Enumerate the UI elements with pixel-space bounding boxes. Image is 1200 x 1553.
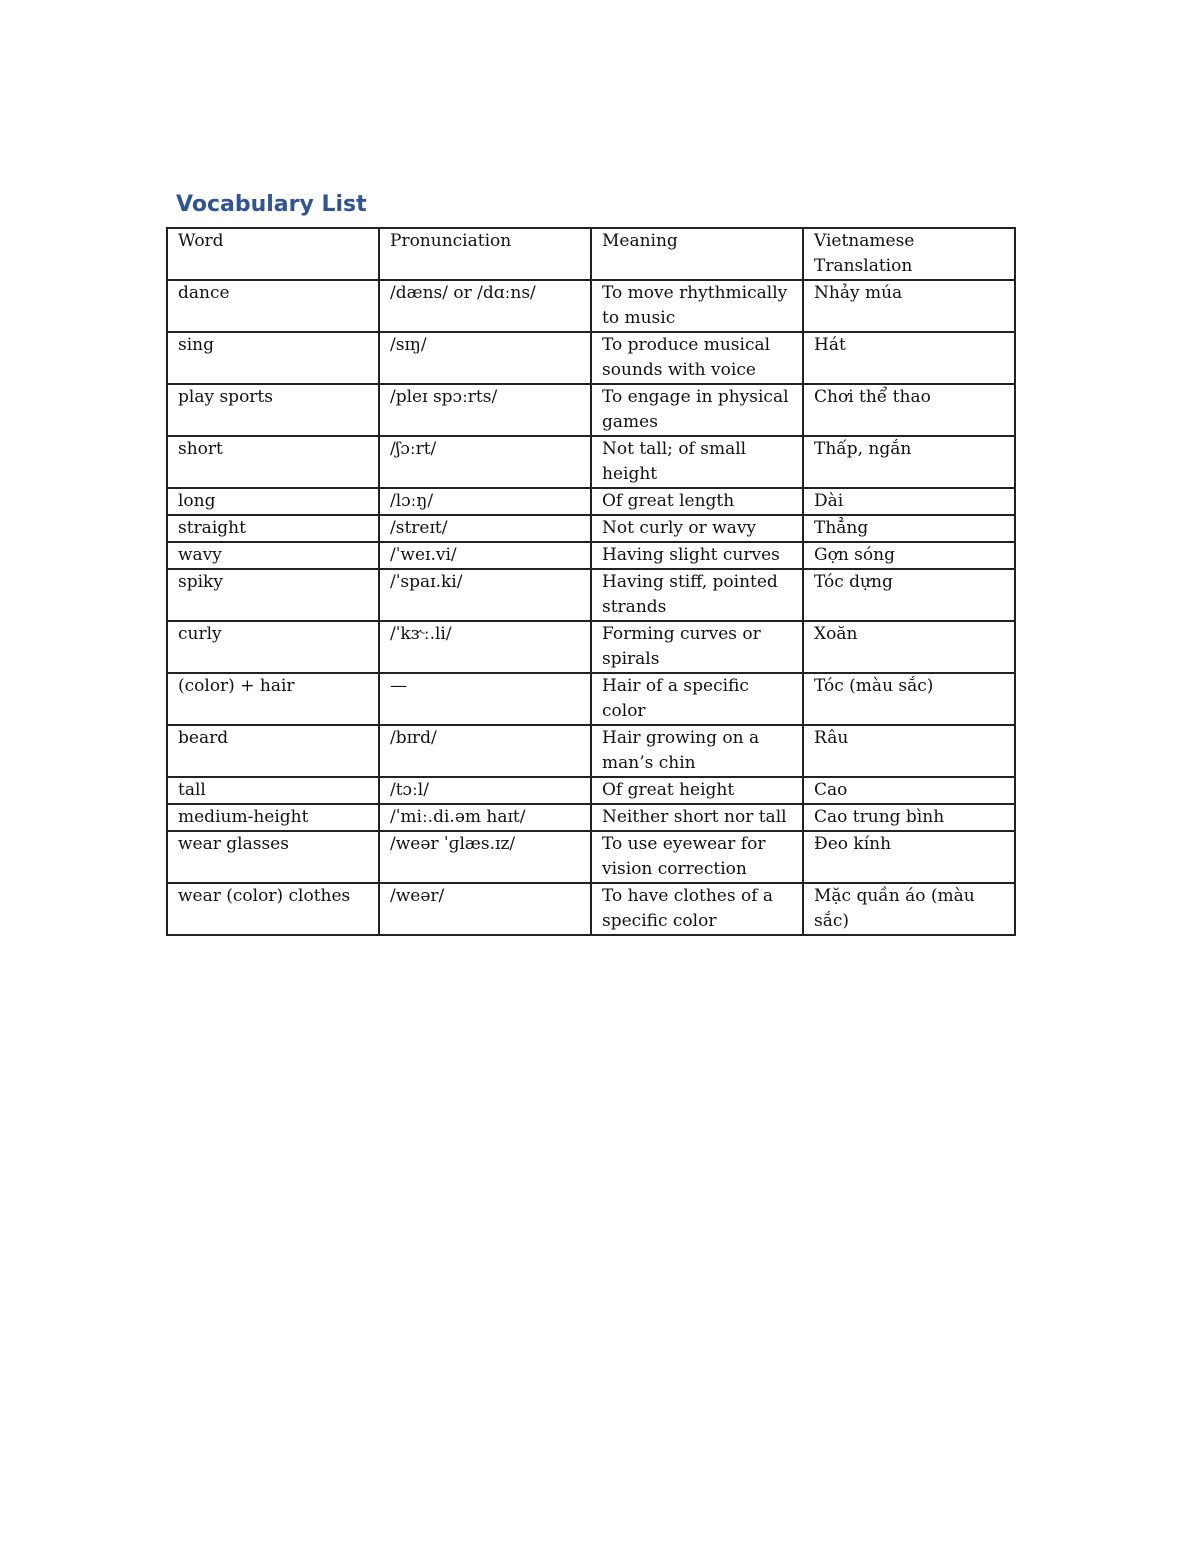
cell-word: wavy bbox=[167, 542, 379, 569]
table-row bbox=[167, 515, 1015, 542]
cell-vietnamese-translation: Thấp, ngắn bbox=[803, 436, 1015, 488]
cell-word: wear glasses bbox=[167, 831, 379, 883]
table-row bbox=[167, 621, 1015, 673]
vocabulary-table-body bbox=[167, 280, 1015, 935]
cell-pronunciation: /weər ˈɡlæs.ɪz/ bbox=[379, 831, 591, 883]
cell-pronunciation: /ˈmiː.di.əm haɪt/ bbox=[379, 804, 591, 831]
column-header-pronunciation: Pronunciation bbox=[379, 228, 591, 280]
cell-vietnamese-translation: Cao bbox=[803, 777, 1015, 804]
cell-pronunciation: /ˈkɝː.li/ bbox=[379, 621, 591, 673]
cell-pronunciation: — bbox=[379, 673, 591, 725]
cell-vietnamese-translation: Đeo kính bbox=[803, 831, 1015, 883]
cell-word: dance bbox=[167, 280, 379, 332]
table-row bbox=[167, 332, 1015, 384]
table-row bbox=[167, 673, 1015, 725]
cell-meaning: Forming curves or spirals bbox=[591, 621, 803, 673]
cell-word: sing bbox=[167, 332, 379, 384]
cell-meaning: Not curly or wavy bbox=[591, 515, 803, 542]
cell-word: play sports bbox=[167, 384, 379, 436]
cell-meaning: Of great height bbox=[591, 777, 803, 804]
cell-pronunciation: /pleɪ spɔːrts/ bbox=[379, 384, 591, 436]
cell-vietnamese-translation: Gợn sóng bbox=[803, 542, 1015, 569]
cell-vietnamese-translation: Xoăn bbox=[803, 621, 1015, 673]
cell-pronunciation: /streɪt/ bbox=[379, 515, 591, 542]
column-header-meaning: Meaning bbox=[591, 228, 803, 280]
cell-vietnamese-translation: Tóc (màu sắc) bbox=[803, 673, 1015, 725]
table-row bbox=[167, 488, 1015, 515]
cell-vietnamese-translation: Cao trung bình bbox=[803, 804, 1015, 831]
cell-meaning: Having slight curves bbox=[591, 542, 803, 569]
cell-meaning: Hair of a specific color bbox=[591, 673, 803, 725]
cell-meaning: Of great length bbox=[591, 488, 803, 515]
cell-word: spiky bbox=[167, 569, 379, 621]
table-row bbox=[167, 569, 1015, 621]
cell-word: (color) + hair bbox=[167, 673, 379, 725]
cell-word: medium-height bbox=[167, 804, 379, 831]
cell-vietnamese-translation: Nhảy múa bbox=[803, 280, 1015, 332]
table-row bbox=[167, 725, 1015, 777]
cell-meaning: To use eyewear for vision correction bbox=[591, 831, 803, 883]
table-row bbox=[167, 883, 1015, 935]
table-row bbox=[167, 804, 1015, 831]
cell-meaning: Neither short nor tall bbox=[591, 804, 803, 831]
cell-pronunciation: /tɔːl/ bbox=[379, 777, 591, 804]
cell-meaning: Having stiff, pointed strands bbox=[591, 569, 803, 621]
cell-vietnamese-translation: Chơi thể thao bbox=[803, 384, 1015, 436]
table-row bbox=[167, 436, 1015, 488]
cell-pronunciation: /ˈspaɪ.ki/ bbox=[379, 569, 591, 621]
table-header-row bbox=[167, 228, 1015, 280]
cell-pronunciation: /lɔːŋ/ bbox=[379, 488, 591, 515]
cell-pronunciation: /ˈweɪ.vi/ bbox=[379, 542, 591, 569]
vocabulary-table bbox=[166, 227, 1016, 936]
cell-word: long bbox=[167, 488, 379, 515]
cell-pronunciation: /bɪrd/ bbox=[379, 725, 591, 777]
cell-word: beard bbox=[167, 725, 379, 777]
cell-word: curly bbox=[167, 621, 379, 673]
table-row bbox=[167, 384, 1015, 436]
cell-vietnamese-translation: Dài bbox=[803, 488, 1015, 515]
cell-vietnamese-translation: Tóc dựng bbox=[803, 569, 1015, 621]
cell-vietnamese-translation: Thẳng bbox=[803, 515, 1015, 542]
cell-meaning: Hair growing on a man’s chin bbox=[591, 725, 803, 777]
table-row bbox=[167, 542, 1015, 569]
cell-vietnamese-translation: Mặc quần áo (màu sắc) bbox=[803, 883, 1015, 935]
cell-word: short bbox=[167, 436, 379, 488]
cell-vietnamese-translation: Hát bbox=[803, 332, 1015, 384]
cell-pronunciation: /ʃɔːrt/ bbox=[379, 436, 591, 488]
cell-pronunciation: /weər/ bbox=[379, 883, 591, 935]
cell-pronunciation: /sɪŋ/ bbox=[379, 332, 591, 384]
table-row bbox=[167, 280, 1015, 332]
cell-word: wear (color) clothes bbox=[167, 883, 379, 935]
table-row bbox=[167, 831, 1015, 883]
cell-meaning: Not tall; of small height bbox=[591, 436, 803, 488]
column-header-vietnamese-translation: Vietnamese Translation bbox=[803, 228, 1015, 280]
table-row bbox=[167, 777, 1015, 804]
cell-meaning: To move rhythmically to music bbox=[591, 280, 803, 332]
cell-meaning: To have clothes of a specific color bbox=[591, 883, 803, 935]
column-header-word: Word bbox=[167, 228, 379, 280]
cell-word: tall bbox=[167, 777, 379, 804]
cell-pronunciation: /dæns/ or /dɑːns/ bbox=[379, 280, 591, 332]
cell-word: straight bbox=[167, 515, 379, 542]
cell-meaning: To engage in physical games bbox=[591, 384, 803, 436]
page-title: Vocabulary List bbox=[176, 192, 367, 217]
cell-vietnamese-translation: Râu bbox=[803, 725, 1015, 777]
cell-meaning: To produce musical sounds with voice bbox=[591, 332, 803, 384]
